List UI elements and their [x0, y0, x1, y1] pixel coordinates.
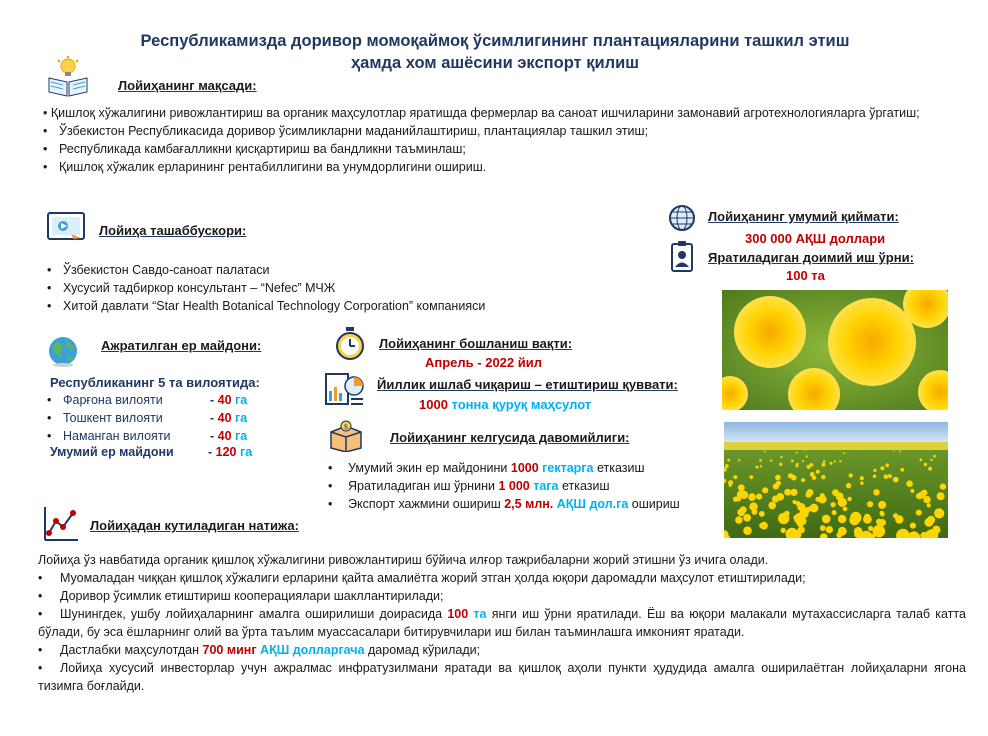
result-item [38, 659, 966, 695]
result-item-text: Дастлабки маҳсулотдан [60, 643, 200, 657]
region-unit: га [235, 411, 248, 425]
title-line-1: Республикамизда доривор момоқаймоқ ўсимлигининг плантацияларини ташкил этиш [140, 32, 850, 50]
result-item-text: Муомаладан чиққан қишлоқ хўжалиги ерларини қайта амалиётга жорий этган ҳолда юқори даромадли маҳсулот етиштирилади; [60, 571, 806, 585]
dandelion-dot [821, 475, 825, 479]
dandelion-dot [893, 449, 895, 451]
bullet: • [47, 429, 52, 443]
result-item [38, 569, 966, 587]
dandelion-dot [796, 452, 798, 454]
capacity-heading: Йиллик ишлаб чиқариш – етиштириш қуввати: [377, 377, 678, 392]
dandelion-dot [834, 460, 836, 462]
dandelion-dot [749, 475, 753, 479]
result-item-text: Шунингдек, ушбу лойиҳаларнинг амалга оширилиши доирасида [60, 607, 443, 621]
dandelion-dot [860, 476, 864, 480]
future-number: 1000 [510, 461, 539, 475]
dash: - [208, 445, 213, 459]
future-text: етказиш [596, 461, 645, 475]
goal-item-text: Қишлоқ хўжалик ерларининг рентабиллигини ва унумдорлигини ошириш. [59, 160, 487, 174]
future-text: Экспорт хажмини ошириш [348, 497, 501, 511]
bullet: • [328, 497, 333, 511]
dandelion-dot [884, 474, 889, 479]
page-title [60, 30, 930, 74]
land-total-unit: га [240, 445, 253, 459]
result-number: 100 [447, 607, 469, 621]
result-unit: АҚШ долларгача [260, 643, 365, 657]
future-heading: Лойиҳанинг келгусида давомийлиги: [390, 430, 630, 445]
dandelion-dot [906, 480, 913, 487]
jobs-value [786, 268, 825, 283]
dandelion-dot [729, 483, 732, 486]
region-unit: га [235, 393, 248, 407]
result-item [38, 641, 966, 659]
book-lightbulb-icon [47, 56, 89, 98]
dandelion-dot [810, 474, 813, 477]
dandelion-dot [802, 460, 804, 462]
box-money-icon [328, 420, 364, 452]
land-total-label: Умумий ер майдони [50, 445, 174, 459]
dandelion-dot [776, 481, 781, 486]
result-item [38, 605, 966, 641]
future-text: Яратиладиган иш ўрнини [348, 479, 495, 493]
result-number: 700 минг [202, 643, 257, 657]
dandelion-dot [838, 515, 846, 523]
dandelion-dot [873, 469, 876, 472]
bullet: • [47, 393, 52, 407]
dandelion-dot [727, 459, 730, 462]
dandelion-dot [932, 526, 940, 534]
dandelion-dot [780, 456, 782, 458]
globe-dollar-icon [668, 204, 696, 232]
dandelion-dot [760, 465, 762, 467]
result-item [38, 587, 966, 605]
dandelion-dot [910, 523, 916, 529]
bullet: • [328, 479, 333, 493]
dandelion-dot [928, 467, 932, 471]
dandelion-dot [864, 514, 871, 521]
dandelion-dot [791, 475, 797, 481]
future-unit: гектарга [542, 461, 594, 475]
dandelion-dot [937, 492, 945, 500]
dandelion-dot [893, 477, 899, 483]
dandelion-dot [784, 489, 791, 496]
future-item [328, 477, 680, 495]
bullet: • [43, 160, 48, 174]
dandelion-dot [873, 489, 879, 495]
dandelion-dot [873, 525, 886, 538]
start-value: Апрель - 2022 йил [425, 355, 542, 370]
region-row [47, 391, 247, 409]
dandelion-dot [797, 519, 805, 527]
dandelion-dot [807, 465, 811, 469]
initiators-heading: Лойиҳа ташаббускори: [99, 223, 247, 238]
dandelion-dot [868, 526, 873, 531]
dandelion-dot [849, 473, 853, 477]
dandelion-dot [725, 464, 729, 468]
dandelion-dot [822, 515, 831, 524]
jobs-heading: Яратиладиган доимий иш ўрни: [708, 250, 914, 265]
dandelion-field-image [724, 422, 948, 538]
dandelion-dot [791, 460, 794, 463]
cost-heading: Лойиҳанинг умумий қиймати: [708, 209, 899, 224]
goal-item [43, 104, 962, 122]
land-total-area: 120 [215, 445, 237, 459]
dandelion-dot [743, 514, 751, 522]
dandelion-dot [792, 500, 796, 504]
future-item [328, 495, 680, 513]
dandelion-dot [756, 494, 762, 500]
title-line-2: ҳамда хом ашёсини экспорт қилиш [350, 54, 639, 72]
future-number: 2,5 млн. [504, 497, 554, 511]
dandelion-dot [916, 510, 922, 516]
dandelion-dot [806, 455, 808, 457]
initiators-list [47, 261, 485, 315]
dandelion-dot [820, 496, 827, 503]
dandelion-dot [843, 507, 848, 512]
stopwatch-icon [334, 327, 366, 361]
future-text: Умумий экин ер майдонини [348, 461, 508, 475]
region-name: Тошкент вилояти [63, 411, 163, 425]
dandelion-dot [927, 503, 931, 507]
goal-item-text: Қишлоқ хўжалигини ривожлантириш ва органик маҳсулотлар яратишда фермерлар ва саноат ишчиларини замонавий агротехнологияларга ўргатиш; [50, 106, 920, 120]
dandelion-dot [839, 460, 841, 462]
dandelion-dot [801, 478, 805, 482]
presentation-icon [47, 212, 85, 246]
dandelion-dot [934, 508, 944, 518]
dandelion-dot [860, 482, 863, 485]
bullet: • [43, 106, 48, 120]
dandelion-dot [920, 458, 923, 461]
dandelion-dot [797, 503, 805, 511]
bullet: • [43, 142, 48, 156]
result-item-text: даромад кўрилади; [368, 643, 481, 657]
dandelion-dot [930, 459, 932, 461]
dandelion-dot [831, 502, 836, 507]
dandelion-dot [876, 519, 882, 525]
future-text: етказиш [561, 479, 610, 493]
region-row [47, 409, 247, 427]
dandelion-dot [885, 463, 889, 467]
result-item-text: Доривор ўсимлик етиштириш кооперациялари шакллантирилади; [60, 589, 444, 603]
result-body [38, 551, 966, 695]
dandelion-dot [820, 525, 826, 531]
bullet: • [38, 661, 43, 675]
dandelion-dot [778, 513, 789, 524]
dandelion-dot [910, 489, 914, 493]
dandelion-dot [836, 532, 842, 538]
result-heading: Лойиҳадан кутиладиган натижа: [90, 518, 299, 533]
bullet: • [47, 299, 52, 313]
initiator-item-text: Ўзбекистон Савдо-саноат палатаси [63, 263, 270, 277]
dandelion-dot [927, 516, 935, 524]
start-heading: Лойиҳанинг бошланиш вақти: [379, 336, 573, 351]
dandelion-dot [815, 497, 820, 502]
dandelion-dot [768, 502, 776, 510]
dandelion-dot [749, 502, 757, 510]
dandelion-dot [933, 455, 936, 458]
dandelion-dot [847, 497, 851, 501]
bullet: • [328, 461, 333, 475]
dandelion-dot [738, 459, 740, 461]
dandelion-dot [759, 511, 765, 517]
capacity-number: 1000 [419, 397, 448, 412]
dandelion-dot [899, 451, 901, 453]
dandelion-dot [770, 460, 772, 462]
cost-value-text: 300 000 АҚШ доллари [745, 231, 886, 246]
dandelion-closeup-image [722, 290, 948, 410]
dandelion-dot [793, 515, 798, 520]
dandelion-dot [878, 501, 886, 509]
region-name: Фарғона вилояти [63, 393, 163, 407]
dandelion-dot [812, 476, 816, 480]
dandelion-dot [832, 447, 834, 449]
dandelion-dot [743, 526, 752, 535]
dandelion-dot [822, 463, 826, 467]
bullet: • [38, 589, 43, 603]
dandelion-dot [849, 515, 859, 525]
dandelion-dot [854, 531, 861, 538]
region-unit: га [235, 429, 248, 443]
land-regions [47, 391, 247, 445]
future-text: ошириш [631, 497, 680, 511]
capacity-unit: тонна қуруқ маҳсулот [451, 397, 592, 412]
bullet: • [38, 571, 43, 585]
region-area: 40 [217, 393, 232, 407]
bullet: • [38, 607, 43, 621]
dandelion-dot [733, 475, 737, 479]
dash: - [210, 429, 215, 443]
dandelion-dot [830, 462, 833, 465]
dandelion-dot [737, 491, 745, 499]
dandelion-dot [843, 452, 845, 454]
bullet: • [47, 263, 52, 277]
dandelion-dot [940, 483, 946, 489]
capacity-value [419, 397, 591, 412]
future-unit: тага [533, 479, 559, 493]
dandelion-dot [764, 451, 766, 453]
goal-item [43, 158, 962, 176]
dandelion-dot [900, 468, 904, 472]
dandelion-dot [893, 513, 898, 518]
dandelion-dot [777, 493, 785, 501]
goal-item-text: Ўзбекистон Республикасида доривор ўсимликларни маданийлаштириш, плантациялар ташкил этиш; [59, 124, 649, 138]
bullet: • [38, 643, 43, 657]
goal-item [43, 122, 962, 140]
goal-item-text: Республикада камбағалликни қисқартириш ва бандликни таъминлаш; [59, 142, 466, 156]
dandelion-dot [748, 493, 756, 501]
dandelion-dot [759, 459, 762, 462]
dandelion-dot [804, 449, 806, 451]
dandelion-dot [862, 448, 864, 450]
result-item-text: янги иш ўрни яратилади. Ёш ва юқори малакали мутахассисларга талаб катта бўлади, бу эса ёшларнинг олий ва ўрта таълим муассасалари битирувчилари иш билан таъминлашга имконият яратади. [38, 607, 966, 639]
svg-text:$: $ [343, 423, 349, 431]
goal-list [43, 104, 962, 176]
initiator-item [47, 261, 485, 279]
result-unit: та [473, 607, 487, 621]
result-intro: Лойиҳа ўз навбатида органик қишлоқ хўжалигини ривожлантириш бўйича илғор тажрибаларни жорий этишни ўз ичига олади. [38, 553, 769, 567]
dandelion-dot [916, 494, 920, 498]
dandelion-dot [740, 506, 747, 513]
cost-value [745, 231, 885, 246]
result-item-text: Лойиҳа хусусий инвесторлар учун ажралмас инфратузилмани яратади ва қишлоқ аҳоли пункти ҳудудида амалга оширилаётган лойиҳаларни ягона тизимга боғлайди. [38, 661, 966, 693]
dandelion-dot [846, 483, 851, 488]
dandelion-dot [795, 464, 798, 467]
goal-item [43, 140, 962, 158]
land-heading: Ажратилган ер майдони: [101, 338, 262, 353]
future-item [328, 459, 680, 477]
bullet: • [47, 411, 52, 425]
goal-heading: Лойиҳанинг мақсади: [118, 78, 257, 93]
dandelion-dot [924, 463, 927, 466]
dandelion-dot [762, 487, 768, 493]
dandelion-dot [806, 489, 813, 496]
bullet: • [47, 281, 52, 295]
dandelion-dot [816, 470, 820, 474]
land-subheading: Республиканинг 5 та вилоятида: [50, 375, 260, 390]
dash: - [210, 411, 215, 425]
dandelion-dot [798, 526, 805, 533]
clipboard-person-icon [670, 240, 694, 272]
globe-icon [47, 335, 79, 367]
jobs-value-text: 100 та [786, 268, 825, 283]
dandelion-dot [823, 460, 826, 463]
future-list [328, 459, 680, 513]
region-name: Наманган вилояти [63, 429, 171, 443]
region-area: 40 [217, 411, 232, 425]
initiator-item [47, 297, 485, 315]
initiator-item-text: Хусусий тадбиркор консультант – “Nefec” МЧЖ [63, 281, 336, 295]
dandelion-dot [880, 466, 884, 470]
dandelion-dot [921, 490, 927, 496]
region-area: 40 [217, 429, 232, 443]
dandelion-dot [888, 474, 892, 478]
future-number: 1 000 [498, 479, 530, 493]
bullet: • [43, 124, 48, 138]
dandelion-dot [760, 522, 768, 530]
dandelion-dot [826, 526, 833, 533]
dandelion-dot [867, 501, 873, 507]
report-chart-icon [325, 373, 365, 409]
dandelion-dot [790, 489, 797, 496]
dandelion-dot [779, 463, 782, 466]
dandelion-dot [755, 466, 758, 469]
initiator-item-text: Хитой давлати “Star Health Botanical Technology Corporation” компанияси [63, 299, 486, 313]
dandelion-dot [942, 448, 944, 450]
dandelion-dot [738, 484, 745, 491]
dandelion-dot [781, 528, 786, 533]
future-unit: АҚШ дол.га [556, 497, 629, 511]
dandelion-dot [880, 511, 885, 516]
dash: - [210, 393, 215, 407]
dandelion-dot [836, 492, 844, 500]
dandelion-dot [735, 516, 743, 524]
dandelion-dot [775, 475, 781, 481]
initiator-item [47, 279, 485, 297]
land-total [50, 443, 252, 461]
dandelion-dot [832, 510, 837, 515]
line-chart-icon [42, 505, 80, 543]
dandelion-dot [873, 475, 876, 478]
